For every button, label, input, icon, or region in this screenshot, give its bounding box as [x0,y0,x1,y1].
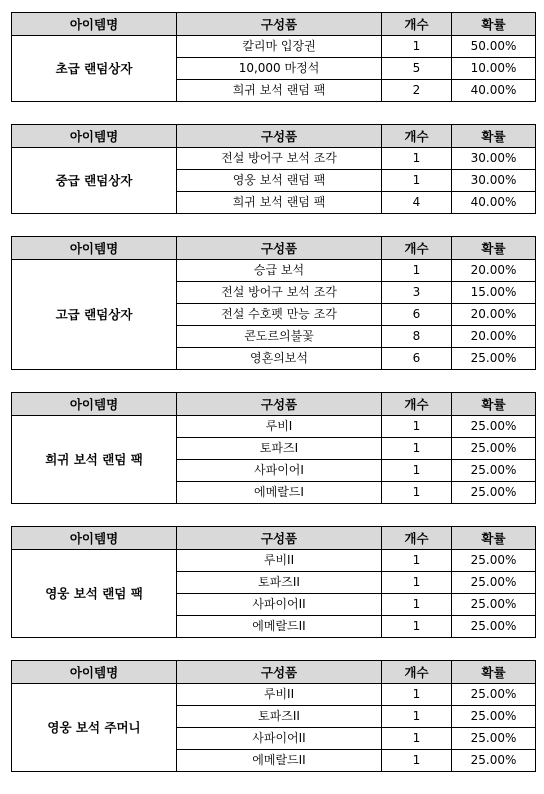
component-cell: 콘도르의불꽃 [177,326,382,348]
component-cell: 영혼의보석 [177,348,382,370]
probability-table [11,12,536,102]
component-cell: 토파즈II [177,706,382,728]
count-cell: 1 [382,728,452,750]
probability-cell: 30.00% [452,148,536,170]
header-probability: 확률 [452,661,536,684]
table-row [12,260,536,282]
header-component: 구성품 [177,393,382,416]
header-count: 개수 [382,125,452,148]
count-cell: 3 [382,282,452,304]
probability-cell: 25.00% [452,616,536,638]
table-row [12,148,536,170]
probability-cell: 10.00% [452,58,536,80]
count-cell: 1 [382,36,452,58]
count-cell: 1 [382,148,452,170]
count-cell: 1 [382,550,452,572]
header-item-name: 아이템명 [12,13,177,36]
table-row [12,550,536,572]
item-name-cell: 영웅 보석 랜덤 팩 [12,550,177,638]
component-cell: 사파이어II [177,594,382,616]
probability-cell: 50.00% [452,36,536,58]
header-count: 개수 [382,661,452,684]
probability-cell: 25.00% [452,348,536,370]
probability-cell: 25.00% [452,594,536,616]
probability-cell: 40.00% [452,80,536,102]
component-cell: 전설 방어구 보석 조각 [177,282,382,304]
probability-cell: 20.00% [452,326,536,348]
count-cell: 1 [382,260,452,282]
component-cell: 루비II [177,684,382,706]
count-cell: 6 [382,348,452,370]
probability-cell: 25.00% [452,550,536,572]
header-probability: 확률 [452,125,536,148]
table-header-row [12,13,536,36]
header-component: 구성품 [177,237,382,260]
item-name-cell: 영웅 보석 주머니 [12,684,177,772]
count-cell: 1 [382,706,452,728]
item-name-cell: 희귀 보석 랜덤 팩 [12,416,177,504]
probability-cell: 15.00% [452,282,536,304]
component-cell: 희귀 보석 랜덤 팩 [177,192,382,214]
header-item-name: 아이템명 [12,661,177,684]
probability-cell: 25.00% [452,572,536,594]
component-cell: 사파이어I [177,460,382,482]
item-name-cell: 고급 랜덤상자 [12,260,177,370]
count-cell: 1 [382,684,452,706]
component-cell: 전설 수호펫 만능 조각 [177,304,382,326]
component-cell: 희귀 보석 랜덤 팩 [177,80,382,102]
probability-cell: 25.00% [452,706,536,728]
header-probability: 확률 [452,13,536,36]
header-probability: 확률 [452,393,536,416]
count-cell: 8 [382,326,452,348]
probability-table [11,526,536,638]
count-cell: 4 [382,192,452,214]
probability-cell: 25.00% [452,416,536,438]
count-cell: 1 [382,416,452,438]
component-cell: 사파이어II [177,728,382,750]
probability-table [11,236,536,370]
count-cell: 6 [382,304,452,326]
component-cell: 토파즈I [177,438,382,460]
probability-cell: 25.00% [452,750,536,772]
probability-cell: 30.00% [452,170,536,192]
probability-table [11,392,536,504]
probability-cell: 25.00% [452,728,536,750]
probability-cell: 20.00% [452,304,536,326]
probability-cell: 25.00% [452,438,536,460]
probability-cell: 20.00% [452,260,536,282]
component-cell: 루비I [177,416,382,438]
probability-table [11,660,536,772]
header-component: 구성품 [177,13,382,36]
table-header-row [12,393,536,416]
item-name-cell: 중급 랜덤상자 [12,148,177,214]
component-cell: 토파즈II [177,572,382,594]
component-cell: 승급 보석 [177,260,382,282]
header-item-name: 아이템명 [12,237,177,260]
header-component: 구성품 [177,125,382,148]
table-header-row [12,661,536,684]
count-cell: 1 [382,750,452,772]
component-cell: 칼리마 입장권 [177,36,382,58]
probability-table [11,124,536,214]
header-count: 개수 [382,393,452,416]
header-item-name: 아이템명 [12,527,177,550]
header-probability: 확률 [452,237,536,260]
header-item-name: 아이템명 [12,393,177,416]
header-count: 개수 [382,13,452,36]
probability-cell: 25.00% [452,482,536,504]
count-cell: 1 [382,460,452,482]
table-row [12,684,536,706]
item-name-cell: 초급 랜덤상자 [12,36,177,102]
count-cell: 1 [382,616,452,638]
count-cell: 1 [382,438,452,460]
table-header-row [12,237,536,260]
component-cell: 영웅 보석 랜덤 팩 [177,170,382,192]
header-probability: 확률 [452,527,536,550]
table-header-row [12,125,536,148]
count-cell: 1 [382,482,452,504]
count-cell: 2 [382,80,452,102]
table-row [12,416,536,438]
probability-cell: 40.00% [452,192,536,214]
count-cell: 1 [382,170,452,192]
header-component: 구성품 [177,527,382,550]
header-count: 개수 [382,527,452,550]
component-cell: 10,000 마정석 [177,58,382,80]
probability-cell: 25.00% [452,460,536,482]
count-cell: 1 [382,572,452,594]
probability-cell: 25.00% [452,684,536,706]
component-cell: 에메랄드I [177,482,382,504]
table-header-row [12,527,536,550]
count-cell: 1 [382,594,452,616]
probability-tables [11,12,535,794]
header-count: 개수 [382,237,452,260]
component-cell: 에메랄드II [177,750,382,772]
header-component: 구성품 [177,661,382,684]
count-cell: 5 [382,58,452,80]
component-cell: 루비II [177,550,382,572]
component-cell: 전설 방어구 보석 조각 [177,148,382,170]
table-row [12,36,536,58]
component-cell: 에메랄드II [177,616,382,638]
header-item-name: 아이템명 [12,125,177,148]
